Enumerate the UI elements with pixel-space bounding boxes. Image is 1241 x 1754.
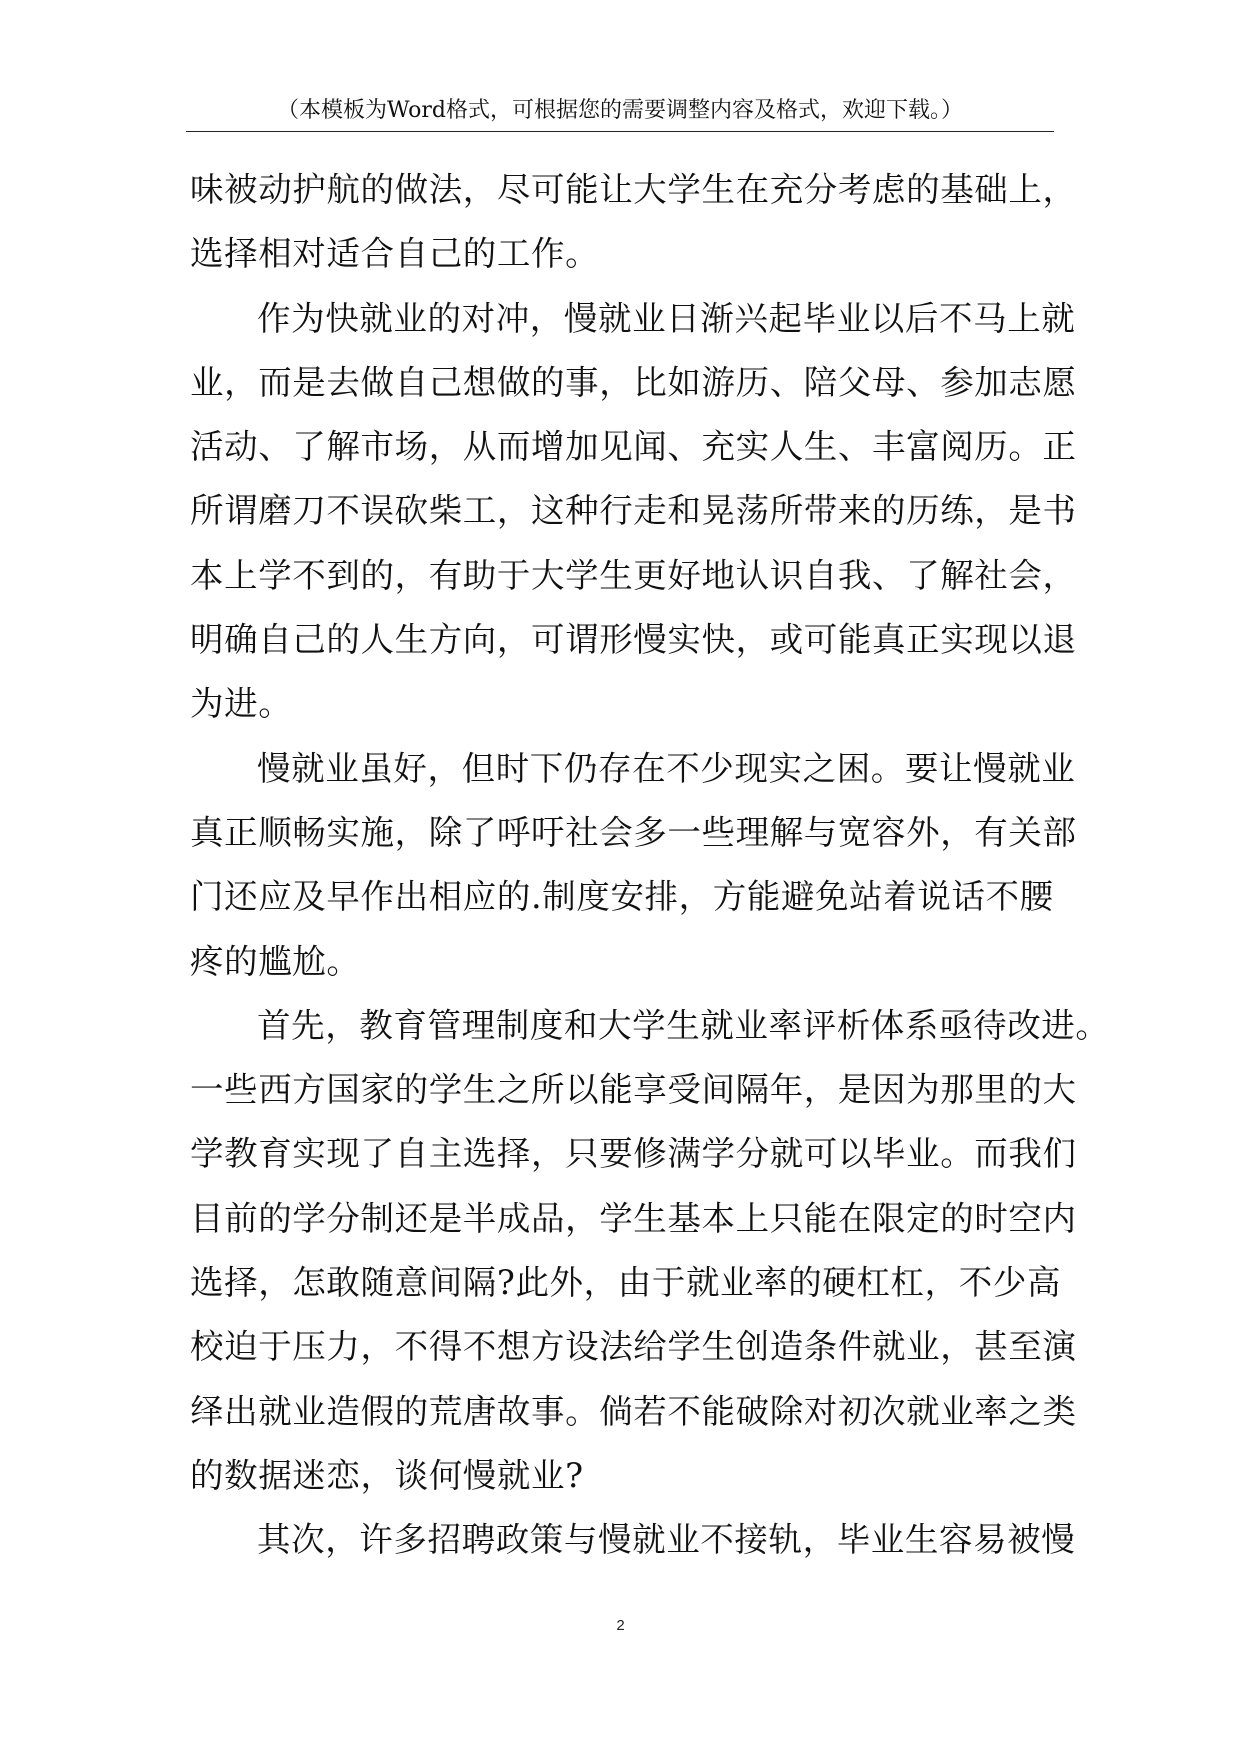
text-line: 的数据迷恋，谈何慢就业?: [190, 1455, 584, 1495]
header-divider: [186, 131, 1054, 132]
text-line: 慢就业虽好，但时下仍存在不少现实之困。要让慢就业: [257, 748, 1076, 788]
text-line: 味被动护航的做法，尽可能让大学生在充分考虑的基础上，: [190, 170, 1077, 209]
text-line: 明确自己的人生方向，可谓形慢实快，或可能真正实现以退: [190, 620, 1077, 660]
text-line: 作为快就业的对冲，慢就业日渐兴起毕业以后不马上就: [257, 298, 1076, 338]
text-line: 绎出就业造假的荒唐故事。倘若不能破除对初次就业率之类: [190, 1391, 1077, 1431]
text-line: 学教育实现了自主选择，只要修满学分就可以毕业。而我们: [190, 1134, 1077, 1174]
template-header-note: （本模板为Word格式，可根据您的需要调整内容及格式，欢迎下载。）: [277, 98, 963, 123]
text-line: 门还应及早作出相应的.制度安排，方能避免站着说话不腰: [190, 877, 1054, 917]
text-line: 选择相对适合自己的工作。: [190, 234, 600, 274]
text-line: 其次，许多招聘政策与慢就业不接轨，毕业生容易被慢: [257, 1520, 1076, 1560]
text-line: 一些西方国家的学生之所以能享受间隔年，是因为那里的大: [190, 1070, 1077, 1110]
text-line: 业，而是去做自己想做的事，比如游历、陪父母、参加志愿: [190, 362, 1077, 402]
text-line: 首先，教育管理制度和大学生就业率评析体系亟待改进。: [257, 1005, 1110, 1045]
text-line: 为进。: [190, 684, 293, 724]
text-line: 真正顺畅实施，除了呼吁社会多一些理解与宽容外，有关部: [190, 812, 1077, 852]
document-body: [190, 158, 1110, 1573]
page-number: 2: [616, 1617, 625, 1634]
text-line: 疼的尴尬。: [190, 941, 361, 981]
text-line: 目前的学分制还是半成品，学生基本上只能在限定的时空内: [190, 1198, 1077, 1238]
text-line: 选择，怎敢随意间隔?此外，由于就业率的硬杠杠，不少高: [190, 1263, 1062, 1303]
text-line: 活动、了解市场，从而增加见闻、充实人生、丰富阅历。正: [190, 427, 1077, 467]
text-line: 校迫于压力，不得不想方设法给学生创造条件就业，甚至演: [190, 1327, 1077, 1367]
text-line: 本上学不到的，有助于大学生更好地认识自我、了解社会，: [190, 555, 1077, 595]
text-line: 所谓磨刀不误砍柴工，这种行走和晃荡所带来的历练，是书: [190, 491, 1077, 531]
